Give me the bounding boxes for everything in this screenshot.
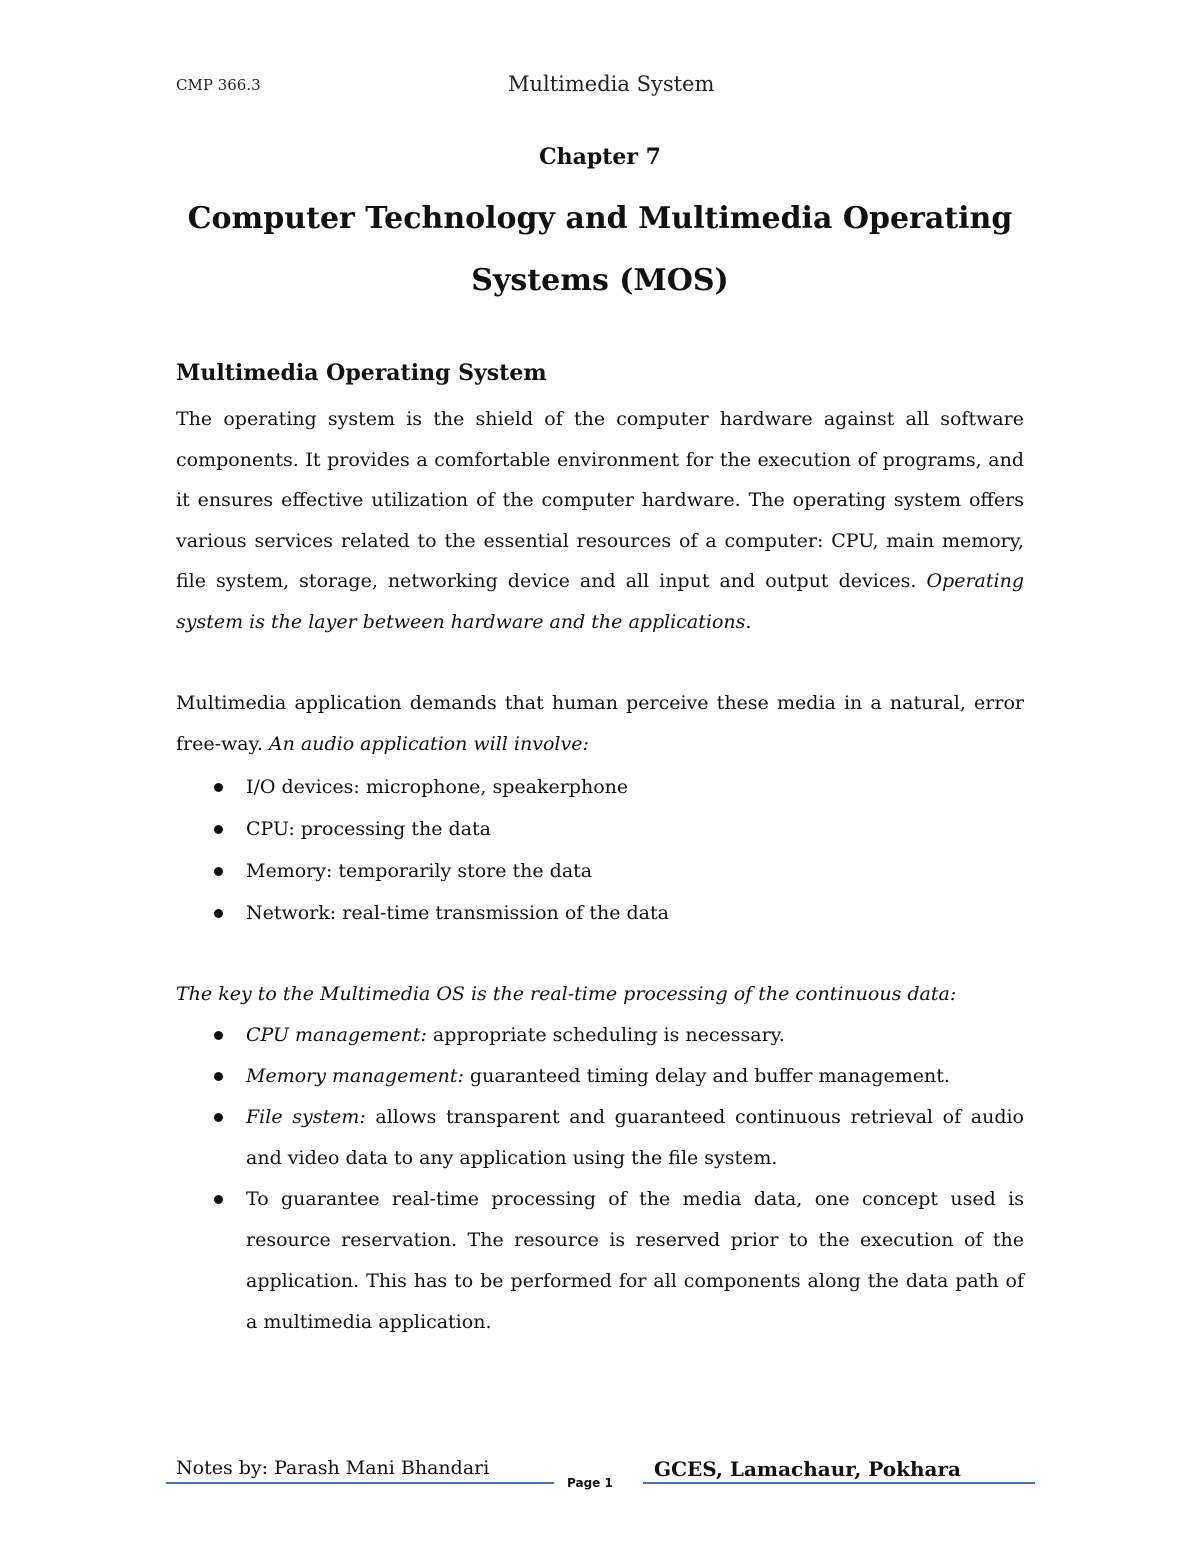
list-item: [176, 1097, 1024, 1179]
footer-author: Notes by: Parash Mani Bhandari: [176, 1457, 490, 1479]
paragraph-audio-emphasis: An audio application will involve:: [268, 732, 589, 755]
list-item-term: CPU management:: [246, 1024, 427, 1046]
paragraph-intro: [176, 399, 1024, 643]
header-course-code: CMP 366.3: [176, 76, 261, 94]
key-requirements-list: [176, 1015, 1024, 1343]
list-item-text: allows transparent and guaranteed continuous retrieval of audio and video data to any application using the file system.: [246, 1106, 1024, 1169]
list-item: [176, 1015, 1024, 1056]
footer-divider-right: [643, 1482, 1035, 1484]
list-item-text: guaranteed timing delay and buffer management.: [463, 1065, 950, 1087]
list-item-text: CPU: processing the data: [246, 818, 491, 840]
key-statement-text: The key to the Multimedia OS is the real-time processing of the continuous data:: [176, 983, 957, 1005]
bullet-icon: [214, 783, 223, 792]
list-item: [176, 892, 1024, 934]
footer-divider-left: [166, 1482, 554, 1484]
list-item: [176, 1179, 1024, 1343]
list-item: [176, 808, 1024, 850]
list-item: [176, 1056, 1024, 1097]
bullet-icon: [214, 867, 223, 876]
list-item-text: To guarantee real-time processing of the media data, one concept used is resource reservation. The resource is reserved prior to the execution of the application. This has to be performed for all components along the data path of a multimedia application.: [246, 1188, 1024, 1333]
bullet-icon: [214, 1195, 223, 1204]
list-item-term: File system:: [246, 1106, 366, 1128]
bullet-icon: [214, 825, 223, 834]
bullet-icon: [214, 909, 223, 918]
chapter-label: Chapter 7: [539, 144, 661, 170]
bullet-icon: [214, 1072, 223, 1081]
list-item-text: I/O devices: microphone, speakerphone: [246, 776, 629, 798]
paragraph-audio-text: Multimedia application demands that human perceive these media in a natural, error free-way.: [176, 692, 1024, 755]
chapter-title: Computer Technology and Multimedia Operating Systems (MOS): [187, 201, 1013, 298]
header-course-title: Multimedia System: [508, 72, 715, 96]
bullet-icon: [214, 1113, 223, 1122]
list-item-text: Memory: temporarily store the data: [246, 860, 593, 882]
section-heading: Multimedia Operating System: [176, 360, 547, 386]
bullet-icon: [214, 1031, 223, 1040]
footer-page-number: Page 1: [567, 1476, 613, 1490]
audio-requirements-list: [176, 766, 1024, 934]
footer-institution: GCES, Lamachaur, Pokhara: [654, 1457, 961, 1481]
key-statement: [176, 974, 1024, 1015]
list-item-term: Memory management:: [246, 1065, 464, 1087]
paragraph-intro-text: The operating system is the shield of the computer hardware against all software components. It provides a comfortable environment for the execution of programs, and it ensures effective utilization of the computer hardware. The operating system offers various services related to the essential resources of a computer: CPU, main memory, file system, storage, networking device and all input and output devices.: [176, 408, 1024, 593]
paragraph-intro-emphasis: Operating system is the layer between hardware and the applications: [176, 570, 1024, 633]
list-item: [176, 850, 1024, 892]
list-item-text: appropriate scheduling is necessary.: [426, 1024, 785, 1046]
list-item: [176, 766, 1024, 808]
paragraph-intro-end: .: [745, 610, 752, 633]
list-item-text: Network: real-time transmission of the data: [246, 902, 669, 924]
paragraph-audio: [176, 683, 1024, 764]
